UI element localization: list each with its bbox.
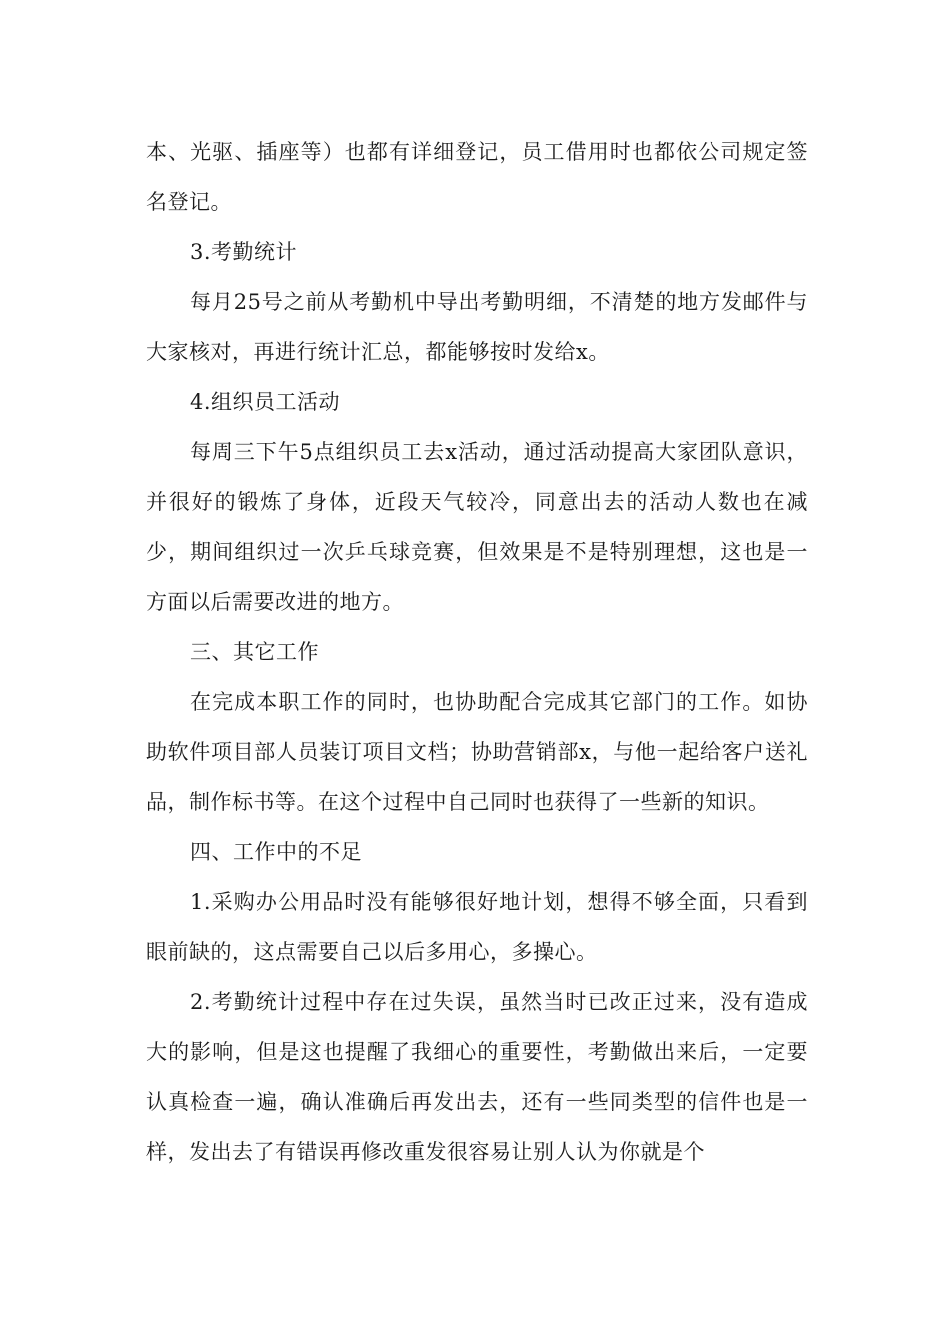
paragraph-continuation: 本、光驱、插座等）也都有详细登记，员工借用时也都依公司规定签名登记。 [146, 140, 808, 214]
heading-staff-activities: 4.组织员工活动 [190, 390, 341, 414]
document-body [146, 127, 808, 1177]
paragraph-shortcoming-2: 2.考勤统计过程中存在过失误，虽然当时已改正过来，没有造成大的影响，但是这也提醒了我细心的重要性，考勤做出来后，一定要认真检查一遍，确认准确后再发出去，还有一些同类型的信件也是一样，发出去了有错误再修改重发很容易让别人认为你就是个 [146, 990, 808, 1164]
paragraph-activities: 每周三下午5点组织员工去x活动，通过活动提高大家团队意识，并很好的锻炼了身体，近段天气较冷，同意出去的活动人数也在减少，期间组织过一次乒乓球竞赛，但效果是不是特别理想，这也是一方面以后需要改进的地方。 [146, 440, 808, 614]
paragraph-other-work: 在完成本职工作的同时，也协助配合完成其它部门的工作。如协助软件项目部人员装订项目文档；协助营销部x，与他一起给客户送礼品，制作标书等。在这个过程中自己同时也获得了一些新的知识。 [146, 690, 808, 814]
heading-attendance-statistics: 3.考勤统计 [190, 240, 298, 264]
heading-shortcomings: 四、工作中的不足 [190, 840, 362, 864]
paragraph-shortcoming-1: 1.采购办公用品时没有能够很好地计划，想得不够全面，只看到眼前缺的，这点需要自己以后多用心，多操心。 [146, 890, 808, 964]
paragraph-attendance: 每月25号之前从考勤机中导出考勤明细，不清楚的地方发邮件与大家核对，再进行统计汇总，都能够按时发给x。 [146, 290, 808, 364]
heading-other-work: 三、其它工作 [190, 640, 319, 664]
